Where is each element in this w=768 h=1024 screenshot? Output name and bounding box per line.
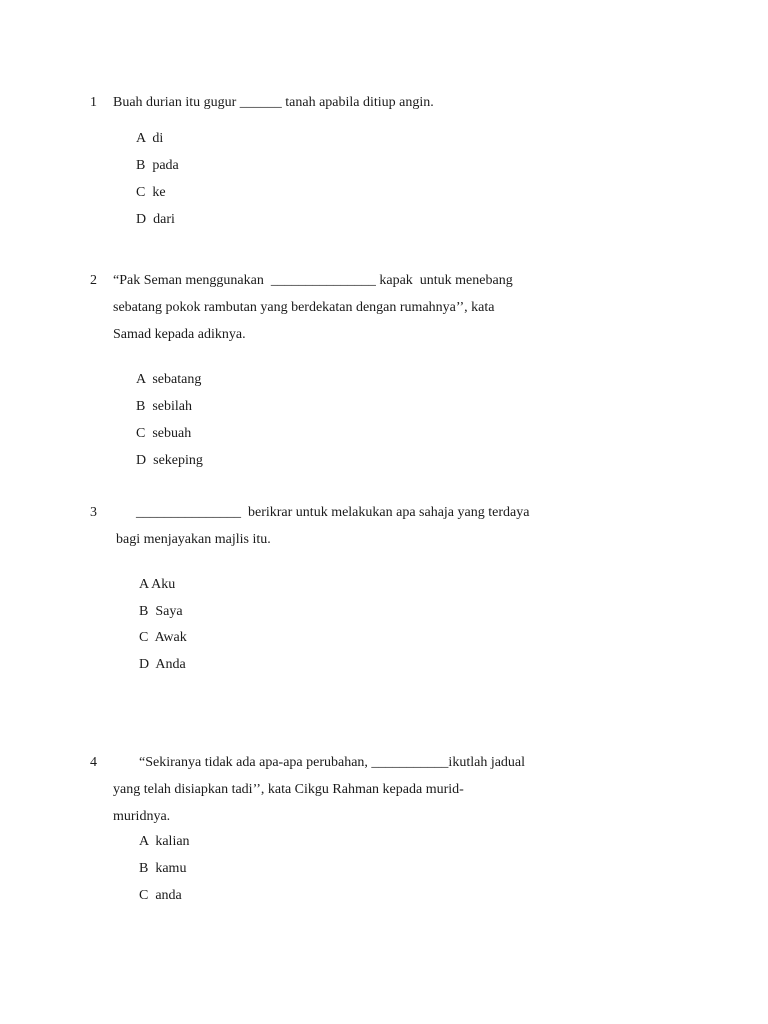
option-text: sebilah xyxy=(152,399,192,414)
question-4-number: 4 xyxy=(90,755,97,770)
option-letter: C xyxy=(136,426,146,441)
question-2-option-d xyxy=(136,452,203,470)
option-text: Saya xyxy=(155,604,183,619)
question-1-text-line-1: Buah durian itu gugur ______ tanah apabila ditiup angin. xyxy=(113,95,434,110)
option-letter: B xyxy=(136,399,146,414)
option-letter: C xyxy=(139,630,149,645)
question-1-option-b xyxy=(136,157,179,175)
question-3-option-c xyxy=(139,629,187,647)
question-3-option-d xyxy=(139,656,186,674)
option-text: ke xyxy=(152,185,166,200)
option-letter: B xyxy=(139,604,149,619)
question-1-option-d xyxy=(136,211,175,229)
option-text: sekeping xyxy=(153,453,203,468)
option-letter: D xyxy=(136,212,147,227)
option-letter: A xyxy=(136,372,146,387)
option-text: pada xyxy=(152,158,179,173)
option-letter: C xyxy=(139,888,149,903)
option-letter: C xyxy=(136,185,146,200)
option-text: kalian xyxy=(155,834,190,849)
question-1-option-a xyxy=(136,130,163,148)
option-text: dari xyxy=(153,212,175,227)
option-text: Anda xyxy=(155,657,186,672)
question-1-number: 1 xyxy=(90,95,97,110)
option-letter: A xyxy=(139,577,149,592)
question-3-number: 3 xyxy=(90,505,97,520)
option-text: Awak xyxy=(154,630,187,645)
question-4-option-a xyxy=(139,833,190,851)
option-text: sebuah xyxy=(152,426,192,441)
question-3-option-a xyxy=(139,576,175,594)
question-2-text-line-3: Samad kepada adiknya. xyxy=(113,327,246,342)
option-letter: B xyxy=(139,861,149,876)
question-2-option-b xyxy=(136,398,192,416)
question-2-text-line-2: sebatang pokok rambutan yang berdekatan dengan rumahnya’’, kata xyxy=(113,300,495,315)
question-2-option-a xyxy=(136,371,201,389)
option-text: anda xyxy=(155,888,182,903)
question-4-text-line-2: yang telah disiapkan tadi’’, kata Cikgu Rahman kepada murid- xyxy=(113,782,464,797)
question-2-number: 2 xyxy=(90,273,97,288)
question-2-option-c xyxy=(136,425,191,443)
question-3-text-line-2: bagi menjayakan majlis itu. xyxy=(116,532,271,547)
question-4-option-b xyxy=(139,860,186,878)
option-text: kamu xyxy=(155,861,187,876)
question-1-option-c xyxy=(136,184,166,202)
option-letter: B xyxy=(136,158,146,173)
option-text: di xyxy=(152,131,164,146)
option-letter: A xyxy=(139,834,149,849)
question-2-text-line-1: “Pak Seman menggunakan _______________ kapak untuk menebang xyxy=(113,273,513,288)
question-4-text-line-1: “Sekiranya tidak ada apa-apa perubahan, ___________ikutlah jadual xyxy=(139,755,526,770)
question-4-option-c xyxy=(139,887,182,905)
option-text: sebatang xyxy=(152,372,202,387)
question-4-text-line-3: muridnya. xyxy=(113,809,171,824)
question-3-text-line-1: _______________ berikrar untuk melakukan apa sahaja yang terdaya xyxy=(136,505,530,520)
option-letter: A xyxy=(136,131,146,146)
question-3-option-b xyxy=(139,603,183,621)
option-text: Aku xyxy=(151,577,176,592)
option-letter: D xyxy=(136,453,147,468)
option-letter: D xyxy=(139,657,150,672)
